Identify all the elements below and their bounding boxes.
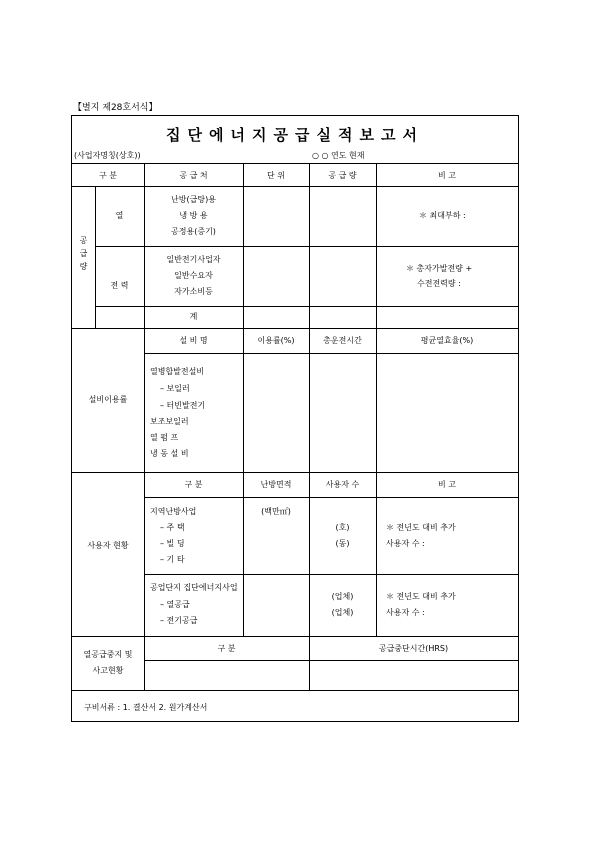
district-heating-title: 지역난방사업 [150, 507, 197, 516]
industrial-remark-line: ＊ 전년도 대비 추가 [386, 592, 456, 601]
divider [72, 328, 518, 329]
attachments-note: 구비서류 : 1. 결산서 2. 원가계산서 [84, 703, 208, 712]
year-label: ○ ○ 연도 현재 [312, 151, 365, 160]
divider [309, 163, 310, 328]
industrial-item: – 열공급 [160, 600, 190, 609]
divider [95, 246, 518, 247]
users-header-category: 구 분 [184, 480, 203, 489]
divider [144, 574, 518, 575]
divider [72, 472, 518, 473]
divider [72, 636, 518, 637]
divider [72, 690, 518, 691]
header-supply-amount: 공 급 량 [328, 171, 357, 180]
facility-item: 보조보일러 [150, 417, 189, 426]
header-unit: 단 위 [267, 171, 285, 180]
power-remark-line: ＊ 총자가발전량 + [406, 264, 473, 273]
divider [72, 186, 518, 187]
facility-item: 냉 동 설 비 [150, 449, 189, 458]
district-item: – 빌 딩 [160, 539, 185, 548]
divider [376, 163, 377, 328]
facility-header-name: 설 비 명 [179, 336, 208, 345]
user-status-label: 사용자 현황 [87, 541, 129, 550]
users-header-area: 난방면적 [260, 480, 292, 489]
divider [376, 328, 377, 472]
divider [144, 660, 518, 661]
count-unit-label: (업체) [331, 608, 354, 617]
industrial-remark-line: 사용자 수 : [386, 608, 425, 617]
form-number-label: 【별지 제28호서식】 [73, 103, 158, 113]
stoppage-header-category: 구 분 [217, 644, 236, 653]
report-form [71, 115, 519, 722]
total-label: 계 [189, 312, 198, 321]
facility-header-runtime: 총운전시간 [323, 336, 362, 345]
power-item: 일반전기사업자 [166, 255, 221, 264]
facility-utilization-label: 설비이용률 [88, 395, 128, 404]
industrial-item: – 전기공급 [160, 616, 198, 625]
count-unit-label: (호) [335, 523, 350, 532]
divider [309, 328, 310, 472]
users-header-count: 사용자 수 [325, 480, 360, 489]
heat-label: 열 [115, 211, 124, 220]
divider [95, 186, 96, 328]
divider [309, 472, 310, 690]
district-item: – 기 타 [160, 555, 185, 564]
heat-item: 난방(급탕)용 [171, 195, 216, 204]
header-category: 구 분 [99, 171, 117, 180]
industrial-complex-title: 공업단지 집단에너지사업 [150, 583, 238, 592]
area-unit-label: (백만㎡) [261, 507, 291, 516]
stoppage-label-line: 열공급중지 및 [83, 650, 133, 659]
heat-item: 냉 방 용 [179, 211, 208, 220]
heat-item: 공정용(증기) [171, 227, 216, 236]
supply-amount-label: 공 급 량 [79, 236, 88, 271]
divider [144, 497, 518, 498]
facility-header-utilization: 이용률(%) [257, 336, 295, 345]
facility-item: 열병합발전설비 [150, 367, 205, 376]
divider [95, 306, 518, 307]
count-unit-label: (동) [335, 539, 350, 548]
district-remark-line: ＊ 전년도 대비 추가 [386, 523, 456, 532]
divider [144, 353, 518, 354]
report-title: 집단에너지공급실적보고서 [166, 126, 424, 144]
count-unit-label: (업체) [331, 592, 354, 601]
district-remark-line: 사용자 수 : [386, 539, 425, 548]
divider [243, 328, 244, 472]
stoppage-label-line: 사고현황 [92, 666, 124, 675]
stoppage-header-time: 공급중단시간(HRS) [378, 644, 449, 653]
power-item: 일반수요자 [174, 271, 213, 280]
header-remark: 비 고 [438, 171, 456, 180]
facility-item: – 터빈발전기 [160, 401, 206, 410]
district-item: – 주 택 [160, 523, 185, 532]
power-remark-line: 수전전력량 : [417, 279, 461, 288]
users-header-remark: 비 고 [438, 480, 456, 489]
power-label: 전 력 [110, 281, 129, 290]
divider [376, 472, 377, 636]
business-name-label: (사업자명칭(상호)) [74, 151, 141, 160]
facility-item: 열 펌 프 [150, 433, 179, 442]
max-load-remark: ＊ 최대부하 : [419, 211, 466, 220]
power-item: 자가소비등 [174, 287, 213, 296]
facility-item: – 보일러 [160, 384, 190, 393]
divider [72, 163, 518, 164]
divider [243, 472, 244, 636]
facility-header-efficiency: 평균열효율(%) [420, 336, 474, 345]
header-supply-target: 공 급 처 [179, 171, 208, 180]
divider [243, 163, 244, 328]
divider [144, 163, 145, 690]
